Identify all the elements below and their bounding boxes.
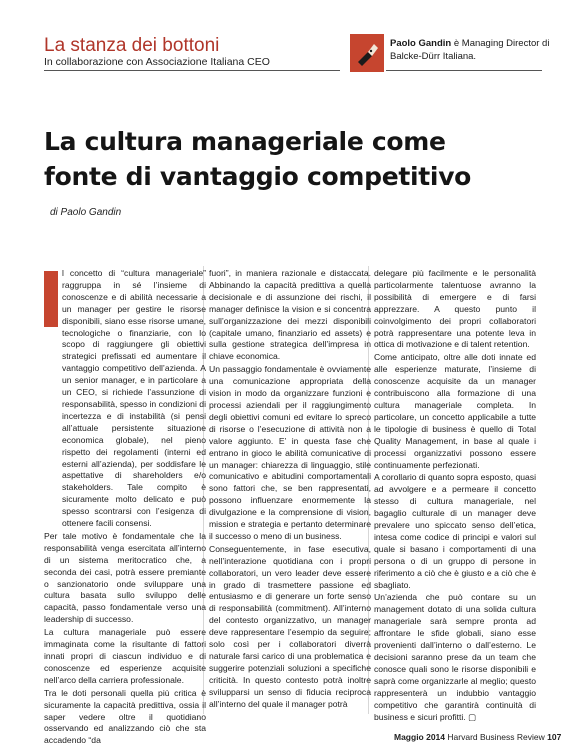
article-column-2 <box>209 268 371 712</box>
fountain-pen-icon <box>354 40 380 66</box>
pen-badge <box>350 34 384 72</box>
footer-date: Maggio 2014 <box>394 732 446 742</box>
headline-line-1: La cultura manageriale come <box>44 127 446 156</box>
paragraph: Un’azienda che può contare su un management dotato di una solida cultura manageriale sarà sempre pronta ad affrontare le sfide globali, siano esse provenienti dall’interno o dall’esterno. Le decisioni saranno prese da un team che conosce quali sono le risorse disponibili e saprà come organizzarle al meglio; questo rappresenterà un indubbio vantaggio competitivo che garantirà continuità di business e sicuri profitti. ▢ <box>374 592 536 722</box>
paragraph: delegare più facilmente e le personalità particolarmente talentuose avranno la possibilità di emergere e di farsi apprezzare. A questo punto il coinvolgimento dei propri collaboratori potrà rappresentare una potente leva in ottica di motivazione e di talent retention. <box>374 268 536 350</box>
paragraph: Tra le doti personali quella più critica è sicuramente la capacità predittiva, ossia il saper vedere oltre il quotidiano osservando ed analizzando ciò che sta accadendo “da <box>44 687 206 746</box>
page-number: 107 <box>547 732 562 742</box>
paragraph: La cultura manageriale può essere immaginata come la risultante di fattori innati propri di ciascun individuo e di conoscenze ed esperienze acquisite nell’arco della carriera professionale. <box>44 627 206 685</box>
headline-line-2: fonte di vantaggio competitivo <box>44 162 472 191</box>
footer-publication: Harvard Business Review <box>447 732 545 742</box>
author-rule <box>386 70 542 71</box>
article-headline <box>44 124 544 194</box>
byline: di Paolo Gandin <box>50 207 122 218</box>
paragraph: A corollario di quanto sopra esposto, quasi ad avvolgere e a permeare il concetto stesso di cultura manageriale, nel bagaglio culturale di un manager deve prevalere uno spiccato senso dell’etica, intesa come codice di principi e valori sul quale si basano i comportamenti di una persona o di un gruppo di persone in riferimento a ciò che è giusto e a ciò che è sbagliato. <box>374 472 536 590</box>
section-title: La stanza dei bottoni <box>44 35 220 56</box>
header-rule <box>44 70 340 71</box>
article-column-3 <box>374 268 536 724</box>
section-subtitle: In collaborazione con Associazione Italiana CEO <box>44 56 270 68</box>
paragraph: Conseguentemente, in fase esecutiva, nell’interazione quotidiana con i propri collaboratori, un vero leader deve essere in grado di trasmettere passione ed entusiasmo e di generare un forte senso di responsabilità (commitment). All’interno del contesto organizzativo, un manager deve rappresentare l’esempio da seguire; solo così per i collaboratori diverrà naturale farsi carico di una problematica e suggerire potenziali soluzioni a specifiche criticità. In questo contesto potrà inoltre svilupparsi un senso di fiducia reciproca all’interno del quale il manager potrà <box>209 543 371 709</box>
author-role: è Managing Director di Balcke-Dürr Italiana. <box>390 38 550 62</box>
author-bio <box>390 37 550 63</box>
article-column-1 <box>44 268 206 748</box>
page-footer <box>394 732 561 742</box>
paragraph: Per tale motivo è fondamentale che la responsabilità venga esercitata all’interno di un sistema meritocratico che, a seconda dei casi, potrà essere premiante o sanzionatorio onde sviluppare una cultura basata sullo sviluppo delle capacità, passo fondamentale verso una leadership di successo. <box>44 530 206 625</box>
author-box <box>350 34 550 72</box>
paragraph: Un passaggio fondamentale è ovviamente una comunicazione appropriata della vision in modo da organizzare funzioni e processi aziendali per il raggiungimento degli obiettivi comuni ed evitare lo spreco di risorse o l’esecuzione di attività non a valore aggiunto. E’ in questa fase che entrano in gioco le abilità comunicative di un manager: chiarezza di linguaggio, stile comunicativo e abitudini comportamentali sono fattori che, se ben rappresentati, possono influenzare enormemente la divulgazione e la comprensione di vision, mission e strategia e pertanto determinare il successo o meno di un business. <box>209 364 371 541</box>
paragraph: Come anticipato, oltre alle doti innate ed alle esperienze maturate, l’insieme di conoscenze acquisite da un manager contribuiscono alla formazione di una cultura manageriale completa. In particolare, un concetto applicabile a tutte le tipologie di business è quello di Total Quality Management, in base al quale i processi organizzativi possono essere continuamente perfezionati. <box>374 352 536 470</box>
paragraph: l concetto di “cultura manageriale” raggruppa in sé l’insieme di conoscenze e di abilità necessarie a un manager per gestire le risorse disponibili, siano esse risorse umane, tecnologiche o finanziarie, con lo scopo di raggiungere gli obiettivi strategici prefissati ed aumentare il vantaggio competitivo dell’azienda. A un senior manager, e in particolare a un CEO, si richiede l’assunzione di responsabilità, spesso in condizioni di incertezza e di instabilità (si pensi all’attuale persistente situazione economica globale), nel pieno rispetto dei regolamenti (interni ed esterni all’azienda), per soddisfare le aspettative di shareholders e/o stakeholders. Tale compito è sicuramente molto delicato e può spesso scontrarsi con l’esigenza di ottenere facili consensi. <box>62 268 206 529</box>
paragraph: fuori”, in maniera razionale e distaccata. Abbinando la capacità predittiva a quella decisionale e di assunzione dei rischi, il manager definisce la vision e si concentra sull’organizzazione dei mezzi disponibili (capitale umano, finanziario ed assets) e sulla gestione strategica dell’impresa in chiave economica. <box>209 268 371 362</box>
author-name: Paolo Gandin <box>390 38 452 49</box>
